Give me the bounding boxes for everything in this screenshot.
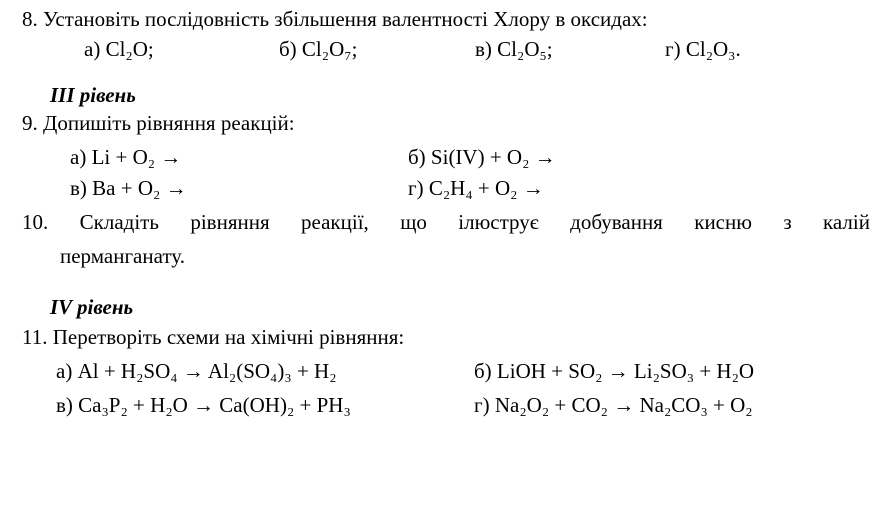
question-11-option-b: б) LiOH + SO₂ → Li₂SO₃ + H₂O	[474, 359, 755, 383]
question-10-line-1: 10. Складіть рівняння реакції, що ілюструє добування кисню з калій	[22, 210, 870, 234]
question-8-option-c: в) Cl₂O₅;	[475, 37, 553, 61]
question-9-option-b: б) Si(IV) + O₂ →	[408, 145, 556, 169]
question-8-option-b: б) Cl₂O₇;	[279, 37, 358, 61]
question-9-title: 9. Допишіть рівняння реакцій:	[22, 111, 295, 135]
level-4-heading: IV рівень	[50, 295, 134, 319]
question-9-option-a: а) Li + O₂ →	[70, 145, 182, 169]
question-9-option-d: г) C₂H₄ + O₂ →	[408, 176, 544, 200]
question-8-option-d: г) Cl₂O₃.	[665, 37, 741, 61]
question-11-option-a: а) Al + H₂SO₄ → Al₂(SO₄)₃ + H₂	[56, 359, 337, 383]
question-11-option-d: г) Na₂O₂ + CO₂ → Na₂CO₃ + O₂	[474, 393, 753, 417]
question-8-option-a: а) Cl₂O;	[84, 37, 154, 61]
question-11-option-c: в) Ca₃P₂ + H₂O → Ca(OH)₂ + PH₃	[56, 393, 351, 417]
question-8-title: 8. Установіть послідовність збільшення валентності Хлору в оксидах:	[22, 7, 648, 31]
question-10-line-2: перманганату.	[60, 244, 185, 268]
question-11-title: 11. Перетворіть схеми на хімічні рівняння:	[22, 325, 405, 349]
question-9-option-c: в) Ba + O₂ →	[70, 176, 187, 200]
level-3-heading: III рівень	[50, 83, 136, 107]
